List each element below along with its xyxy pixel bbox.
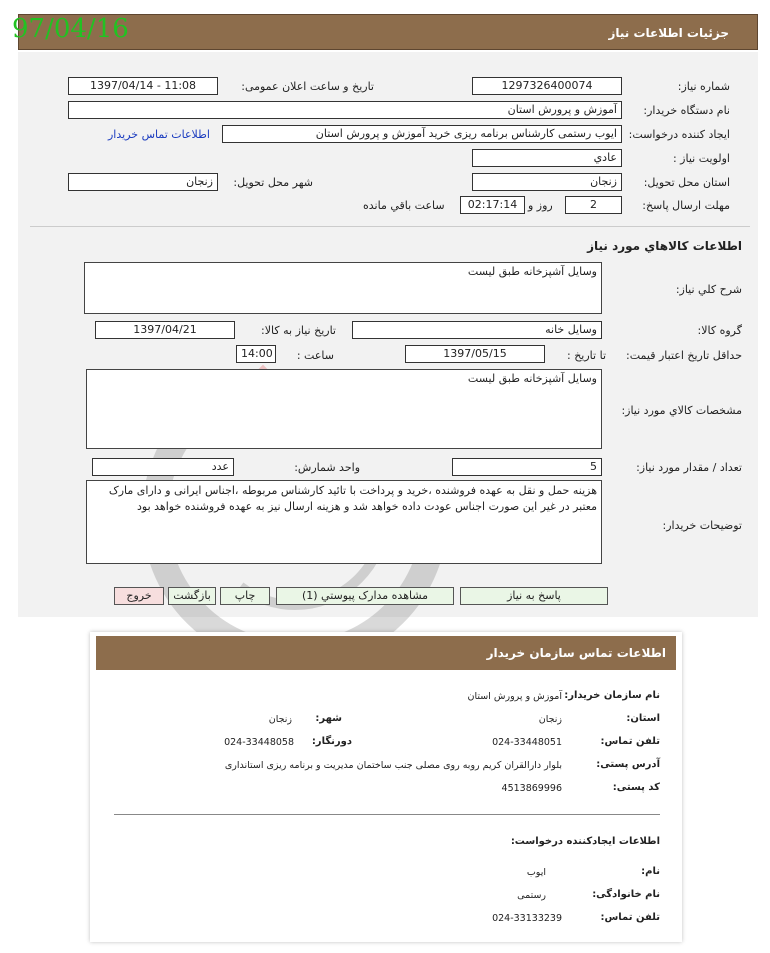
- date-stamp: 97/04/16: [12, 14, 129, 44]
- contact-city-value: زنجان: [268, 714, 292, 725]
- goods-section-title: اطلاعات کالاهاي مورد نياز: [587, 239, 742, 253]
- fax-label: دورنگار:: [311, 736, 352, 747]
- announce-date-label: تاریخ و ساعت اعلان عمومی:: [241, 80, 374, 93]
- contact-phone-label: تلفن تماس:: [600, 736, 660, 747]
- contact-card-header: [96, 636, 676, 670]
- until-date-label: تا تاریخ :: [567, 349, 606, 362]
- print-button[interactable]: چاپ: [220, 587, 270, 605]
- buyer-notes-field[interactable]: هزینه حمل و نقل به عهده فروشنده ،خرید و پرداخت با تائید کارشناس مربوطه ،اجناس ایرانی و دارای مارک معتبر در غیر این صورت اجناس عودت داده خواهد شد و هزینه ارسال نیز به عهده فروشنده خواهد بود: [86, 480, 602, 564]
- exit-button[interactable]: خروج: [114, 587, 164, 605]
- creator-name-value: ایوب: [526, 867, 546, 878]
- priority-label: اولویت نیاز :: [672, 152, 730, 165]
- attachments-button[interactable]: مشاهده مدارک پیوستي (1): [276, 587, 454, 605]
- card-divider: [114, 814, 660, 815]
- org-label: نام سازمان خریدار:: [564, 690, 660, 701]
- org-value: آموزش و پرورش استان: [467, 691, 562, 702]
- quantity-label: تعداد / مقدار مورد نیاز:: [636, 461, 742, 474]
- postal-value: 4513869996: [501, 783, 562, 794]
- specs-label: مشخصات کالاي مورد نياز:: [621, 404, 742, 417]
- fax-value: 024-33448058: [224, 737, 294, 748]
- summary-label: شرح کلي نياز:: [675, 283, 742, 296]
- creator-phone-value: 024-33133239: [492, 913, 562, 924]
- summary-field[interactable]: وسایل آشپزخانه طبق لیست: [84, 262, 602, 314]
- unit-label: واحد شمارش:: [294, 461, 360, 474]
- address-label: آدرس پستی:: [596, 759, 660, 770]
- time-field[interactable]: 14:00: [236, 345, 276, 363]
- requester-field[interactable]: ایوب رستمی کارشناس برنامه ریزی خرید آموزش و پرورش استان: [222, 125, 622, 143]
- buyer-notes-label: توضیحات خریدار:: [662, 519, 742, 532]
- creator-family-value: رستمی: [517, 890, 546, 901]
- province-label: استان محل تحویل:: [643, 176, 730, 189]
- creator-phone-label: تلفن تماس:: [600, 912, 660, 923]
- divider: [30, 226, 750, 227]
- need-number-field[interactable]: 1297326400074: [472, 77, 622, 95]
- contact-city-label: شهر:: [315, 713, 342, 724]
- goods-group-field[interactable]: وسایل خانه: [352, 321, 602, 339]
- quantity-field[interactable]: 5: [452, 458, 602, 476]
- announce-date-field[interactable]: 1397/04/14 - 11:08: [68, 77, 218, 95]
- buyer-org-field[interactable]: آموزش و پرورش استان: [68, 101, 622, 119]
- province-field[interactable]: زنجان: [472, 173, 622, 191]
- buyer-contact-card: [90, 632, 682, 942]
- contact-card-title: اطلاعات تماس سازمان خریدار: [486, 646, 666, 660]
- address-value: بلوار دارالقران کریم روبه روی مصلی جنب ساختمان مدیریت و برنامه ریزی استانداری: [224, 760, 562, 771]
- header-bar: [18, 14, 758, 50]
- buyer-contact-link[interactable]: اطلاعات تماس خریدار: [108, 128, 210, 141]
- requester-label: ایجاد کننده درخواست:: [628, 128, 730, 141]
- deadline-time-field[interactable]: 02:17:14: [460, 196, 525, 214]
- time-label: ساعت :: [296, 349, 334, 362]
- need-date-field[interactable]: 1397/04/21: [95, 321, 235, 339]
- creator-family-label: نام خانوادگی:: [592, 889, 660, 900]
- until-date-field[interactable]: 1397/05/15: [405, 345, 545, 363]
- goods-group-label: گروه کالا:: [697, 324, 742, 337]
- min-valid-label: حداقل تاریخ اعتبار قیمت:: [626, 349, 742, 362]
- creator-name-label: نام:: [641, 866, 660, 877]
- reply-button[interactable]: پاسخ به نیاز: [460, 587, 608, 605]
- contact-phone-value: 024-33448051: [492, 737, 562, 748]
- creator-section-title: اطلاعات ایجادکننده درخواست:: [510, 836, 660, 847]
- city-label: شهر محل تحویل:: [233, 176, 313, 189]
- specs-field[interactable]: وسایل آشپزخانه طبق لیست: [86, 369, 602, 449]
- need-number-label: شماره نیاز:: [677, 80, 730, 93]
- postal-label: کد پستی:: [612, 782, 660, 793]
- contact-province-label: استان:: [626, 713, 660, 724]
- contact-province-value: زنجان: [538, 714, 562, 725]
- back-button[interactable]: بازگشت: [168, 587, 216, 605]
- buyer-org-label: نام دستگاه خریدار:: [643, 104, 730, 117]
- page-title: جزئیات اطلاعات نیاز: [608, 26, 729, 40]
- days-text: روز و: [528, 199, 553, 212]
- unit-field[interactable]: عدد: [92, 458, 234, 476]
- city-field[interactable]: زنجان: [68, 173, 218, 191]
- need-date-label: تاریخ نیاز به کالا:: [261, 324, 336, 337]
- priority-field[interactable]: عادي: [472, 149, 622, 167]
- deadline-days-field[interactable]: 2: [565, 196, 622, 214]
- remaining-text: ساعت باقي مانده: [363, 199, 445, 212]
- deadline-label: مهلت ارسال پاسخ:: [642, 199, 730, 212]
